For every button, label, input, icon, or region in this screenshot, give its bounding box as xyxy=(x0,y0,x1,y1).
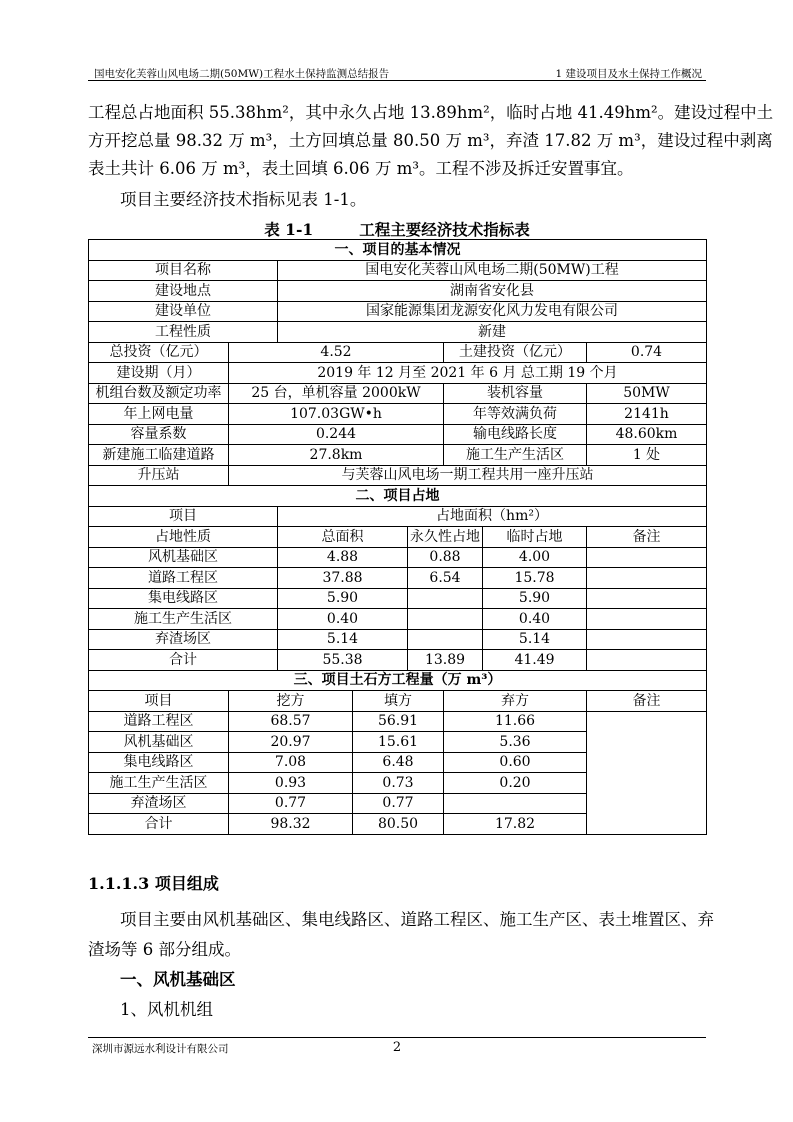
earth-cell-excavation: 98.32 xyxy=(229,814,353,835)
land-cell-total: 37.88 xyxy=(278,568,408,589)
earth-cell-area: 道路工程区 xyxy=(89,711,229,732)
page-header xyxy=(88,64,706,81)
full-load-hours-label: 年等效满负荷 xyxy=(444,404,587,425)
earth-cell-excavation: 68.57 xyxy=(229,711,353,732)
earth-cell-area: 集电线路区 xyxy=(89,752,229,773)
land-item-label: 项目 xyxy=(89,506,278,527)
total-investment-label: 总投资（亿元） xyxy=(89,342,229,363)
period-label: 建设期（月） xyxy=(89,363,229,384)
earth-cell-fill: 0.77 xyxy=(353,793,444,814)
land-cell-temporary: 15.78 xyxy=(483,568,587,589)
capacity-factor-label: 容量系数 xyxy=(89,424,229,445)
land-cell-permanent xyxy=(408,609,483,630)
units-power-label: 机组台数及额定功率 xyxy=(89,383,229,404)
period-value: 2019 年 12 月至 2021 年 6 月 总工期 19 个月 xyxy=(229,363,707,384)
land-cell-area: 风机基础区 xyxy=(89,547,278,568)
footer-company: 深圳市源远水利设计有限公司 xyxy=(92,1043,229,1055)
earth-col-fill: 填方 xyxy=(353,691,444,712)
land-total-row xyxy=(89,650,707,671)
land-cell-total: 5.14 xyxy=(278,629,408,650)
land-row xyxy=(89,609,707,630)
land-row xyxy=(89,568,707,589)
earth-row xyxy=(89,711,707,732)
earth-cell-area: 风机基础区 xyxy=(89,732,229,753)
land-col-permanent: 永久性占地 xyxy=(408,527,483,548)
earth-cell-area: 合计 xyxy=(89,814,229,835)
earth-cell-spoil: 17.82 xyxy=(444,814,587,835)
earth-cell-spoil xyxy=(444,793,587,814)
earth-cell-excavation: 7.08 xyxy=(229,752,353,773)
land-cell-temporary: 4.00 xyxy=(483,547,587,568)
land-col-total: 总面积 xyxy=(278,527,408,548)
table-caption-title: 工程主要经济技术指标表 xyxy=(359,220,530,239)
land-cell-temporary: 5.90 xyxy=(483,588,587,609)
substation-label: 升压站 xyxy=(89,465,229,486)
page-footer xyxy=(88,1037,706,1058)
earth-cell-spoil: 11.66 xyxy=(444,711,587,732)
intro-paragraph-line-3: 表土共计 6.06 万 m³，表土回填 6.06 万 m³。工程不涉及拆迁安置事宜。 xyxy=(88,159,634,178)
earth-cell-fill: 6.48 xyxy=(353,752,444,773)
table-caption-number: 表 1-1 xyxy=(264,220,314,239)
land-cell-total: 55.38 xyxy=(278,650,408,671)
units-power-value: 25 台，单机容量 2000kW xyxy=(229,383,444,404)
land-row xyxy=(89,588,707,609)
section-1-heading: 一、项目的基本情况 xyxy=(89,240,707,261)
land-cell-remarks xyxy=(587,547,707,568)
page-number: 2 xyxy=(392,1040,402,1055)
land-cell-area: 施工生产生活区 xyxy=(89,609,278,630)
earth-cell-spoil: 0.20 xyxy=(444,773,587,794)
header-chapter-title: 1 建设项目及水土保持工作概况 xyxy=(555,68,702,80)
subsection-heading-turbine-foundation: 一、风机基础区 xyxy=(120,970,236,989)
land-cell-temporary: 41.49 xyxy=(483,650,587,671)
installed-capacity-label: 装机容量 xyxy=(444,383,587,404)
earth-cell-fill: 56.91 xyxy=(353,711,444,732)
camp-label: 施工生产生活区 xyxy=(444,445,587,466)
earth-col-item: 项目 xyxy=(89,691,229,712)
nature-value: 新建 xyxy=(278,322,707,343)
builder-label: 建设单位 xyxy=(89,301,278,322)
land-cell-remarks xyxy=(587,629,707,650)
earth-cell-fill: 15.61 xyxy=(353,732,444,753)
earth-cell-excavation: 0.77 xyxy=(229,793,353,814)
location-value: 湖南省安化县 xyxy=(278,281,707,302)
land-col-remarks: 备注 xyxy=(587,527,707,548)
land-cell-total: 4.88 xyxy=(278,547,408,568)
builder-value: 国家能源集团龙源安化风力发电有限公司 xyxy=(278,301,707,322)
land-cell-remarks xyxy=(587,568,707,589)
header-report-title: 国电安化芙蓉山风电场二期(50MW)工程水土保持监测总结报告 xyxy=(94,68,390,80)
capacity-factor-value: 0.244 xyxy=(229,424,444,445)
land-col-type: 占地性质 xyxy=(89,527,278,548)
land-row xyxy=(89,547,707,568)
land-row xyxy=(89,629,707,650)
table-caption xyxy=(88,218,706,240)
earth-cell-excavation: 0.93 xyxy=(229,773,353,794)
earth-cell-area: 施工生产生活区 xyxy=(89,773,229,794)
full-load-hours-value: 2141h xyxy=(587,404,707,425)
land-cell-temporary: 5.14 xyxy=(483,629,587,650)
earth-cell-fill: 80.50 xyxy=(353,814,444,835)
earth-cell-fill: 0.73 xyxy=(353,773,444,794)
land-col-temporary: 临时占地 xyxy=(483,527,587,548)
camp-value: 1 处 xyxy=(587,445,707,466)
land-cell-remarks xyxy=(587,588,707,609)
earth-cell-excavation: 20.97 xyxy=(229,732,353,753)
land-area-label: 占地面积（hm²） xyxy=(278,506,707,527)
line-length-value: 48.60km xyxy=(587,424,707,445)
annual-output-value: 107.03GW•h xyxy=(229,404,444,425)
land-cell-permanent: 6.54 xyxy=(408,568,483,589)
land-cell-remarks xyxy=(587,609,707,630)
earth-cell-spoil: 0.60 xyxy=(444,752,587,773)
land-cell-area: 集电线路区 xyxy=(89,588,278,609)
land-cell-area: 弃渣场区 xyxy=(89,629,278,650)
line-length-label: 输电线路长度 xyxy=(444,424,587,445)
section-2-heading: 二、项目占地 xyxy=(89,486,707,507)
land-cell-area: 合计 xyxy=(89,650,278,671)
intro-paragraph-line-2: 方开挖总量 98.32 万 m³，土方回填总量 80.50 万 m³，弃渣 17.82 万 m³，建设过程中剥离 xyxy=(88,131,773,150)
temp-road-value: 27.8km xyxy=(229,445,444,466)
land-cell-permanent xyxy=(408,588,483,609)
land-cell-area: 道路工程区 xyxy=(89,568,278,589)
earth-cell-area: 弃渣场区 xyxy=(89,793,229,814)
earth-col-excavation: 挖方 xyxy=(229,691,353,712)
composition-paragraph-line-1: 项目主要由风机基础区、集电线路区、道路工程区、施工生产区、表土堆置区、弃 xyxy=(120,910,714,929)
civil-investment-value: 0.74 xyxy=(587,342,707,363)
substation-value: 与芙蓉山风电场一期工程共用一座升压站 xyxy=(229,465,707,486)
location-label: 建设地点 xyxy=(89,281,278,302)
land-cell-permanent: 13.89 xyxy=(408,650,483,671)
temp-road-label: 新建施工临建道路 xyxy=(89,445,229,466)
earth-remarks-cell xyxy=(587,711,707,834)
project-name-label: 项目名称 xyxy=(89,260,278,281)
land-cell-total: 5.90 xyxy=(278,588,408,609)
section-heading-project-composition: 1.1.1.3 项目组成 xyxy=(88,874,219,893)
earth-col-remarks: 备注 xyxy=(587,691,707,712)
intro-paragraph-line-1: 工程总占地面积 55.38hm²，其中永久占地 13.89hm²，临时占地 41.49hm²。建设过程中土 xyxy=(88,103,774,122)
economic-indicators-table xyxy=(88,239,707,835)
total-investment-value: 4.52 xyxy=(229,342,444,363)
earth-cell-spoil: 5.36 xyxy=(444,732,587,753)
subsection-heading-turbine-units: 1、风机机组 xyxy=(120,1000,213,1019)
land-cell-permanent: 0.88 xyxy=(408,547,483,568)
composition-paragraph-line-2: 渣场等 6 部分组成。 xyxy=(88,940,241,959)
nature-label: 工程性质 xyxy=(89,322,278,343)
land-cell-permanent xyxy=(408,629,483,650)
land-cell-total: 0.40 xyxy=(278,609,408,630)
installed-capacity-value: 50MW xyxy=(587,383,707,404)
table-reference-paragraph: 项目主要经济技术指标见表 1-1。 xyxy=(120,190,367,209)
section-3-heading: 三、项目土石方工程量（万 m³） xyxy=(89,670,707,691)
earth-col-spoil: 弃方 xyxy=(444,691,587,712)
land-cell-temporary: 0.40 xyxy=(483,609,587,630)
project-name-value: 国电安化芙蓉山风电场二期(50MW)工程 xyxy=(278,260,707,281)
annual-output-label: 年上网电量 xyxy=(89,404,229,425)
land-cell-remarks xyxy=(587,650,707,671)
civil-investment-label: 土建投资（亿元） xyxy=(444,342,587,363)
